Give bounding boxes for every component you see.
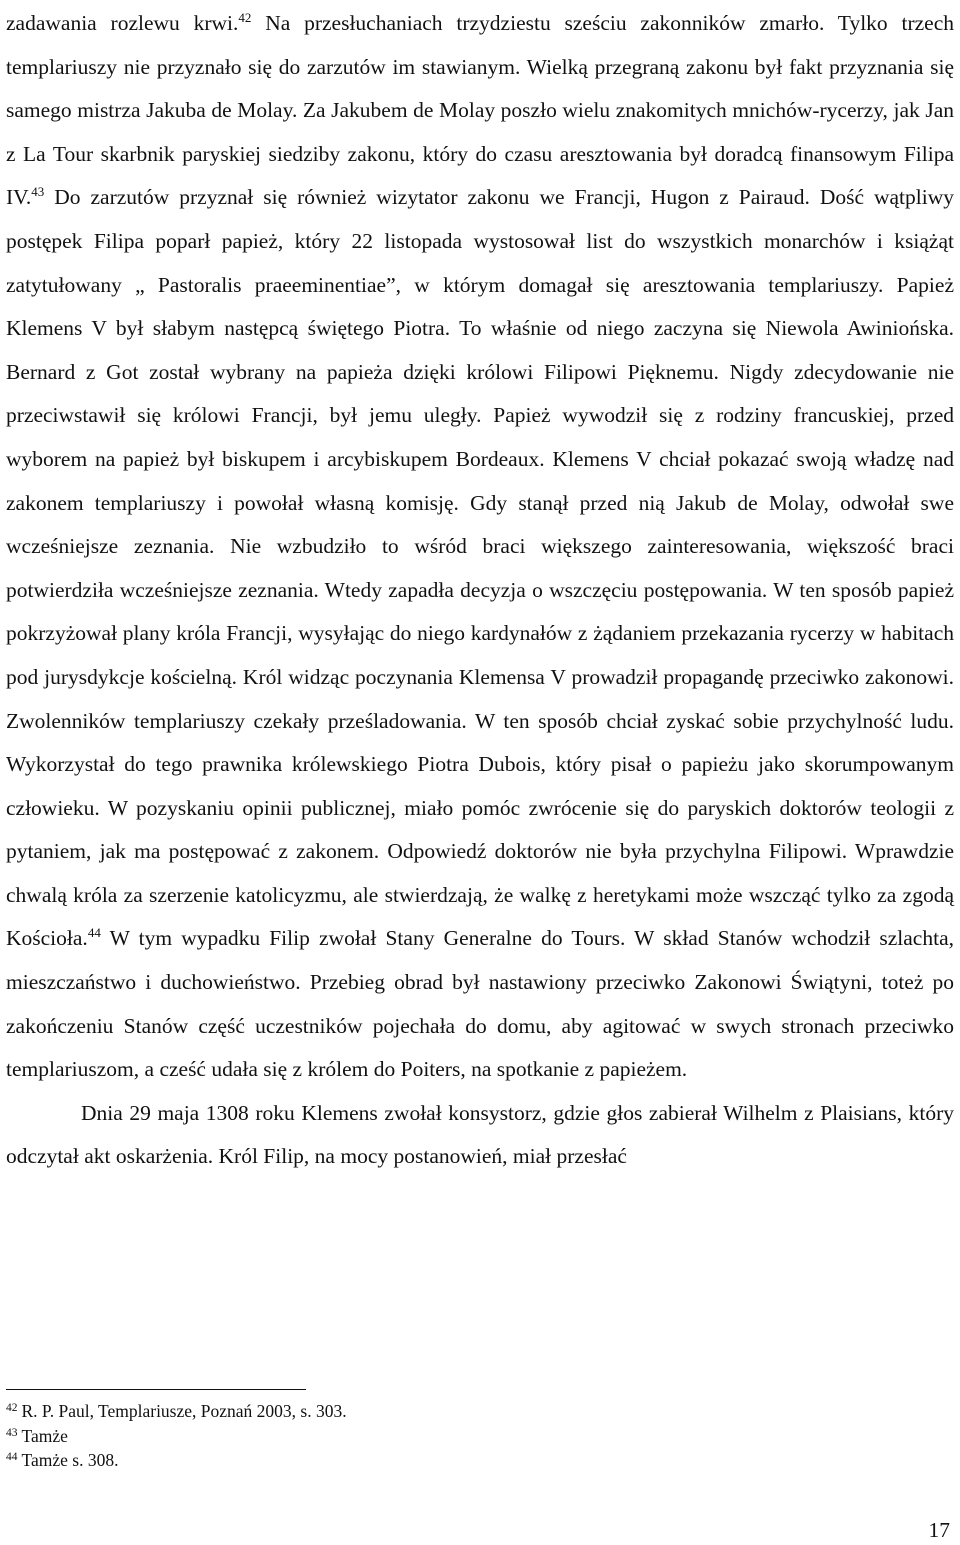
footnote-43: [6, 1424, 946, 1449]
footnote-42: [6, 1399, 946, 1424]
footnote-text: R. P. Paul, Templariusze, Poznań 2003, s. 303.: [21, 1401, 347, 1421]
footnote-text: Tamże s. 308.: [21, 1450, 119, 1470]
footnote-text: Tamże: [21, 1425, 68, 1446]
paragraph-1: [6, 2, 954, 1092]
footnote-reference-44[interactable]: 44: [87, 925, 101, 941]
text-segment: Dnia 29 maja 1308 roku Klemens zwołał konsystorz, gdzie głos zabierał Wilhelm z Plaisians, który odczytał akt oskarżenia. Król Filip, na mocy postanowień, miał przesłać: [6, 1100, 954, 1169]
text-segment: Na przesłuchaniach trzydziestu sześciu zakonników zmarło. Tylko trzech templariuszy nie przyznało się do zarzutów im stawianym. Wielką przegraną zakonu był fakt przyznania się samego mistrza Jakuba de Molay. Za Jakubem de Molay poszło wielu znakomitych mnichów-rycerzy, jak Jan z La Tour skarbnik paryskiej siedziby zakonu, który do czasu aresztowania był doradcą finansowym Filipa IV.: [6, 11, 954, 210]
footnote-number: 43: [6, 1426, 18, 1439]
text-segment: Do zarzutów przyznał się również wizytator zakonu we Francji, Hugon z Pairaud. Dość wątpliwy postępek Filipa poparł papież, który 22 listopada wystosował list do wszystkich monarchów i książąt zatytułowany „ Pastoralis praeeminentiae”, w którym domagał się aresztowania templariuszy. Papież Klemens V był słabym następcą świętego Piotra. To właśnie od niego zaczyna się Niewola Awiniońska. Bernard z Got został wybrany na papieża dzięki królowi Filipowi Pięknemu. Nigdy zdecydowanie nie przeciwstawił się królowi Francji, był jemu uległy. Papież wywodził się z rodziny francuskiej, przed wyborem na papież był biskupem i arcybiskupem Bordeaux. Klemens V chciał pokazać swoją władzę nad zakonem templariuszy i powołał własną komisję. Gdy stanął przed nią Jakub de Molay, odwołał swe wcześniejsze zeznania. Nie wzbudziło to wśród braci większego zainteresowania, większość braci potwierdziła wcześniejsze zeznania. Wtedy zapadła decyzja o wszczęciu postępowania. W ten sposób papież pokrzyżował plany króla Francji, wysyłając do niego kardynałów z żądaniem przekazania rycerzy w habitach pod jurysdykcje kościelną. Król widząc poczynania Klemensa V prowadził propagandę przeciwko zakonowi. Zwolenników templariuszy czekały prześladowania. W ten sposób chciał zyskać sobie przychylność ludu. Wykorzystał do tego prawnika królewskiego Piotra Dubois, który pisał o papieżu jako skorumpowanym człowieku. W pozyskaniu opinii publicznej, miało pomóc zwrócenie się do paryskich doktorów teologii z pytaniem, jak ma postępować z zakonem. Odpowiedź doktorów nie była przychylna Filipowi. Wprawdzie chwalą króla za szerzenie katolicyzmu, ale stwierdzają, że walkę z heretykami może wszcząć tylko za zgodą Kościoła.: [6, 185, 954, 951]
footnote-number: 42: [6, 1402, 18, 1414]
document-page: [6, 0, 954, 1545]
footnote-number: 44: [6, 1451, 18, 1463]
text-segment: zadawania rozlewu krwi.: [6, 11, 239, 35]
text-segment: W tym wypadku Filip zwołał Stany Generalne do Tours. W skład Stanów wchodził szlachta, mieszczaństwo i duchowieństwo. Przebieg obrad był nastawiony przeciwko Zakonowi Świątyni, toteż po zakończeniu Stanów część uczestników pojechała do domu, aby agitować w swych stronach przeciwko templariuszom, a cześć udała się z królem do Poiters, na spotkanie z papieżem.: [6, 926, 954, 1082]
footnote-separator: [6, 1389, 306, 1390]
page-number: 17: [928, 1518, 950, 1542]
paragraph-2: [6, 1092, 954, 1179]
footnote-44: [6, 1448, 946, 1473]
footnotes: [6, 1399, 946, 1473]
footnote-reference-43[interactable]: 43: [31, 184, 45, 200]
footnote-reference-42[interactable]: 42: [238, 10, 252, 25]
body-text: [6, 2, 954, 1179]
